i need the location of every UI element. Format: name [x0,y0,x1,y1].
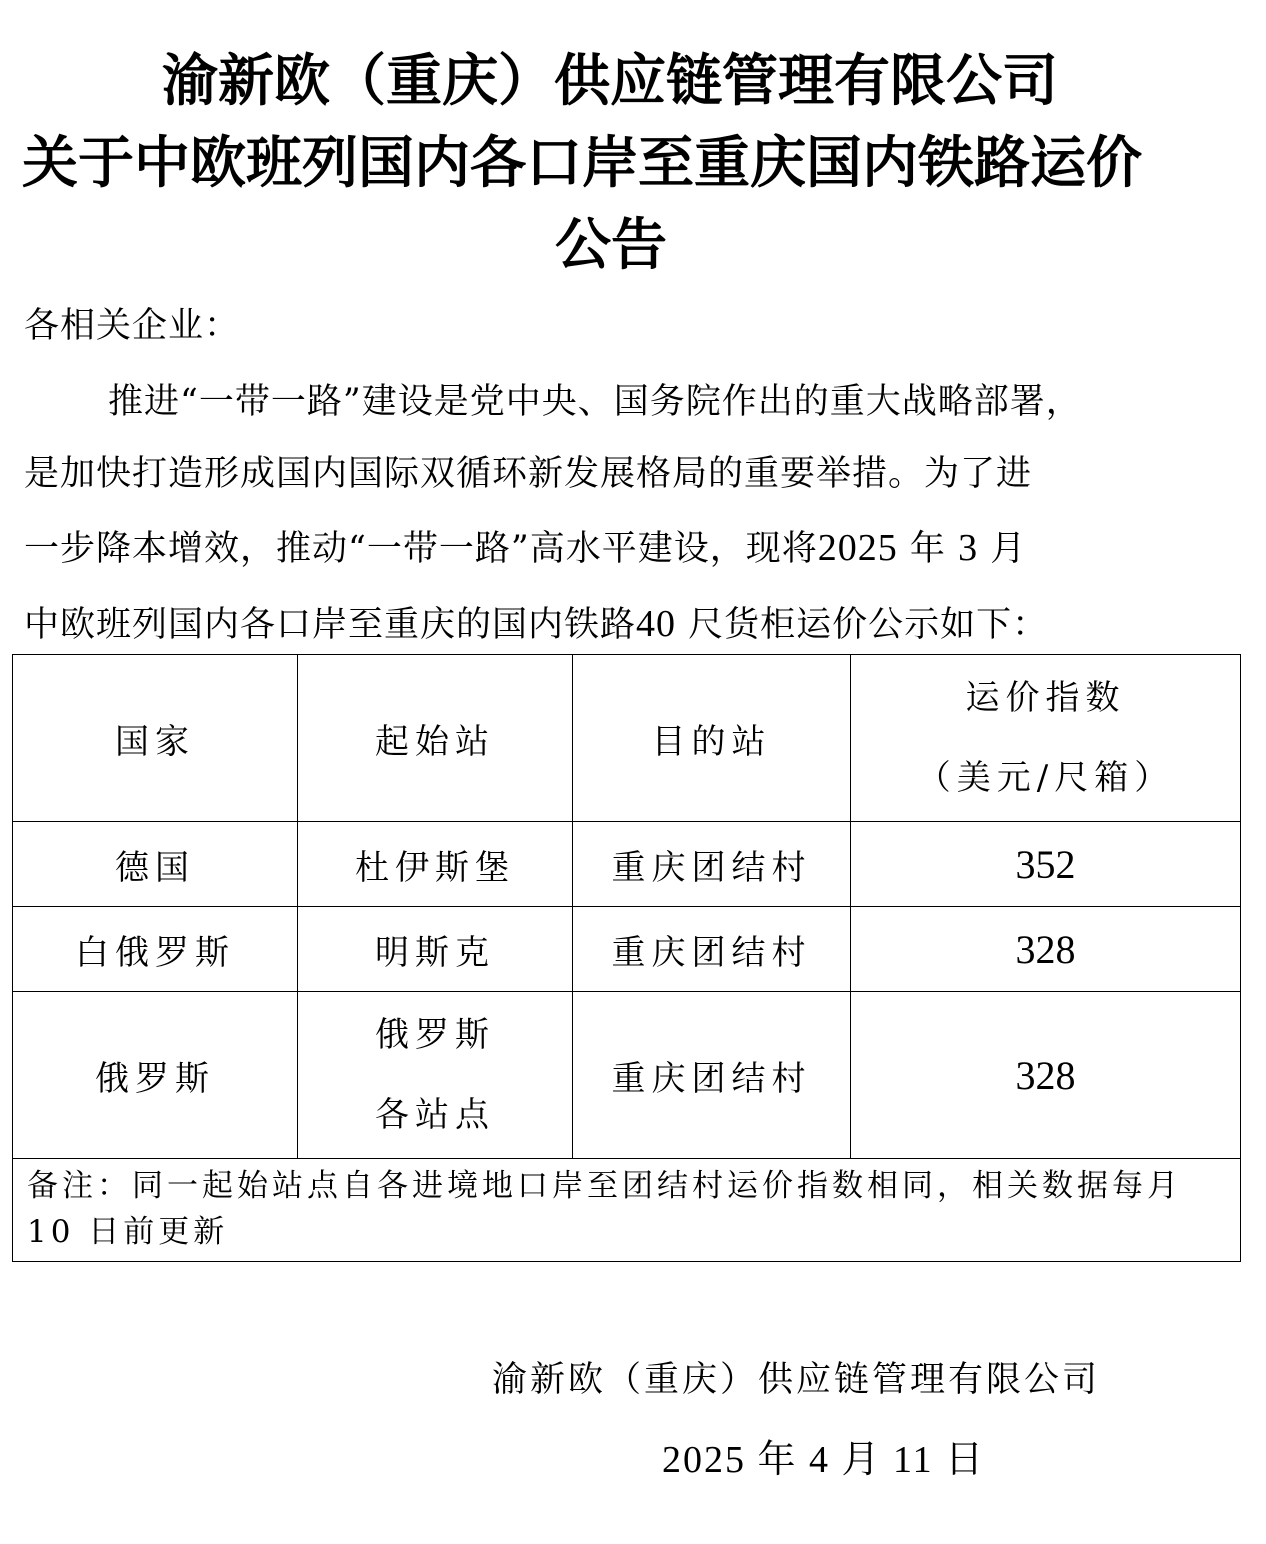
body-line-3 [24,512,1026,585]
table-note-row [13,1159,1241,1262]
title-line-2: 关于中欧班列国内各口岸至重庆国内铁路运价 [22,131,1142,196]
header-destination: 目的站 [573,655,851,822]
rate-value: 328 [1015,1052,1076,1098]
cell-country: 俄罗斯 [13,992,298,1159]
cell-origin: 杜伊斯堡 [298,822,573,907]
title-line-3: 公告 [555,213,667,278]
body-year-unit: 年 [897,529,946,569]
title-line-1: 渝新欧（重庆）供应链管理有限公司 [162,49,1058,114]
rate-value: 328 [1015,926,1076,972]
body-line-4-tail: 尺货柜运价公示如下： [676,605,1049,645]
header-country: 国家 [13,655,298,822]
cell-rate [851,822,1241,907]
cell-destination: 重庆团结村 [573,992,851,1159]
cell-origin-line-2: 各站点 [375,1095,495,1135]
rate-value: 352 [1015,841,1076,887]
header-origin: 起始站 [298,655,573,822]
signature-date: 2025 年 4 月 11 日 [662,1439,986,1481]
cell-rate [851,992,1241,1159]
header-rate-index [851,655,1241,822]
table-row [13,992,1241,1159]
body-month-unit: 月 [978,529,1027,569]
table-header-row [13,655,1241,822]
body-line-4-text: 中欧班列国内各口岸至重庆的国内铁路 [24,605,637,645]
cell-country: 德国 [13,822,298,907]
cell-origin [298,992,573,1159]
table-note: 备注：同一起始站点自各进境地口岸至团结村运价指数相同，相关数据每月 10 日前更新 [13,1159,1241,1262]
body-month: 3 [958,527,979,569]
cell-country: 白俄罗斯 [13,907,298,992]
body-line-3-text: 一步降本增效，推动“一带一路”高水平建设，现将 [24,529,818,569]
signature-company: 渝新欧（重庆）供应链管理有限公司 [492,1360,1101,1400]
header-rate-index-title: 运价指数 [965,678,1126,718]
body-line-4 [24,588,1048,661]
body-line-2: 是加快打造形成国内国际双循环新发展格局的重要举措。为了进 [24,454,1033,494]
cell-destination: 重庆团结村 [573,907,851,992]
cell-rate [851,907,1241,992]
body-container-size: 40 [636,603,677,645]
salutation: 各相关企业： [24,306,241,346]
table-row [13,822,1241,907]
cell-origin-line-1: 俄罗斯 [375,1015,495,1055]
rate-table [12,654,1241,1262]
cell-destination: 重庆团结村 [573,822,851,907]
header-rate-index-unit: （美元/尺箱） [916,758,1175,798]
table-row [13,907,1241,992]
cell-origin: 明斯克 [298,907,573,992]
body-line-1: 推进“一带一路”建设是党中央、国务院作出的重大战略部署， [108,382,1082,422]
body-year: 2025 [817,527,898,569]
